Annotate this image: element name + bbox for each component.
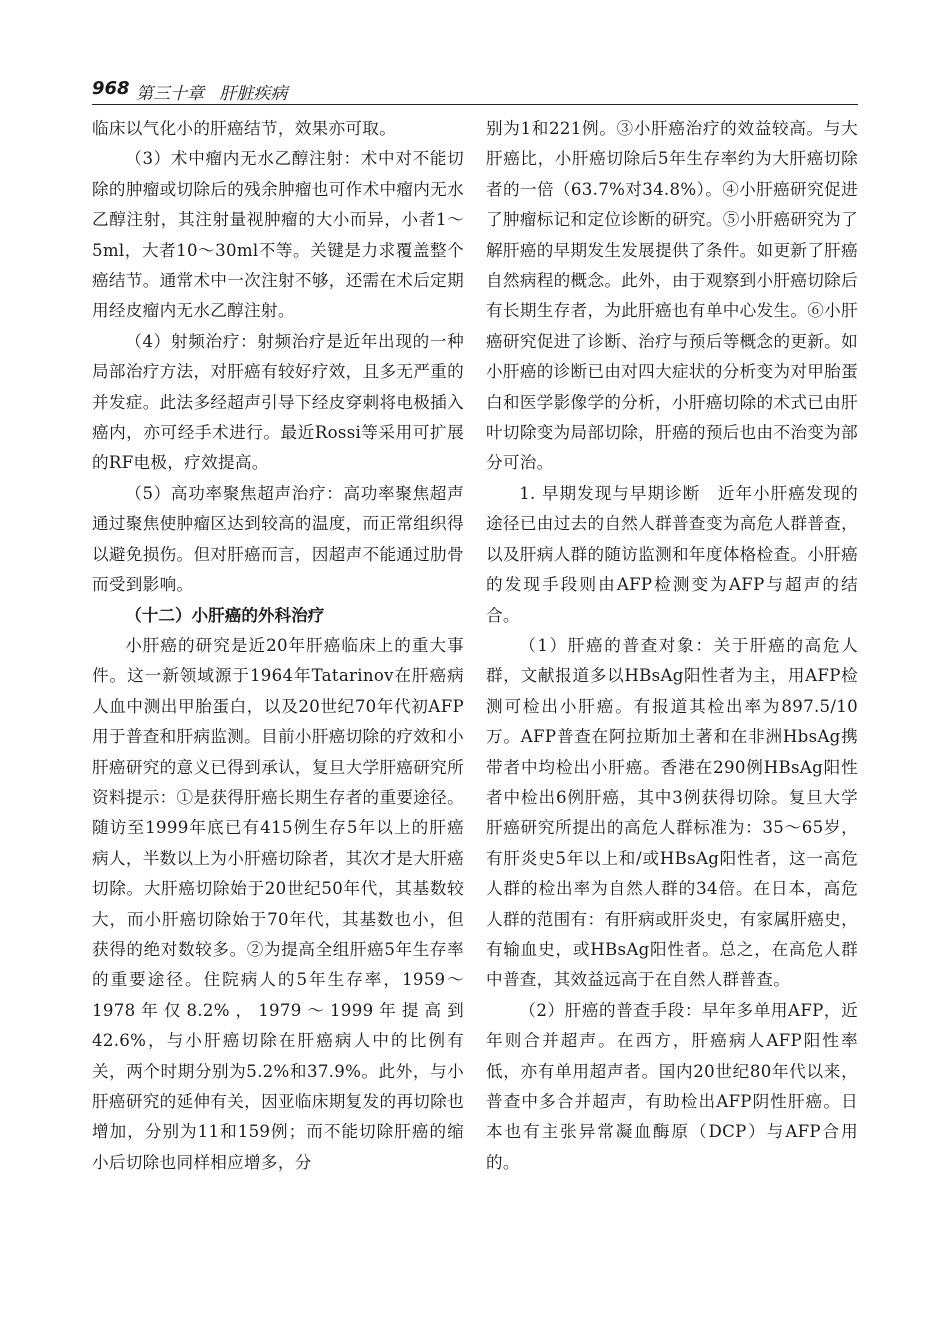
- chapter-title: 肝脏疾病: [219, 84, 288, 104]
- paragraph: 别为1和221例。③小肝癌治疗的效益较高。与大肝癌比，小肝癌切除后5年生存率约为大肝癌切除者的一倍（63.7%对34.8%）。④小肝癌研究促进了肿瘤标记和定位诊断的研究。⑤小肝癌研究为了解肝癌的早期发生发展提供了条件。如更新了肝癌自然病程的概念。此外，由于观察到小肝癌切除后有长期生存者，为此肝癌也有单中心发生。⑥小肝癌研究促进了诊断、治疗与预后等概念的更新。如小肝癌的诊断已由对四大症状的分析变为对甲胎蛋白和医学影像学的分析，小肝癌切除的术式已由肝叶切除变为局部切除，肝癌的预后也由不治变为部分可治。: [486, 119, 858, 473]
- running-header: [92, 78, 858, 105]
- paragraph: 小肝癌的研究是近20年肝癌临床上的重大事件。这一新领域源于1964年Tatarinov在肝癌病人血中测出甲胎蛋白，以及20世纪70年代初AFP用于普查和肝病监测。目前小肝癌切除的疗效和小肝癌研究的意义已得到承认，复旦大学肝癌研究所资料提示：①是获得肝癌长期生存者的重要途径。随访至1999年底已有415例生存5年以上的肝癌病人，半数以上为小肝癌切除者，其次才是大肝癌切除。大肝癌切除始于20世纪50年代，其基数较大，而小肝癌切除始于70年代，其基数也小，但获得的绝对数较多。②为提高全组肝癌5年生存率的重要途径。住院病人的5年生存率，1959～1978年仅8.2%，1979～1999年提高到42.6%，与小肝癌切除在肝癌病人中的比例有关，两个时期分别为5.2%和37.9%。此外，与小肝癌研究的延伸有关，因亚临床期复发的再切除也增加，分别为11和159例；而不能切除肝癌的缩小后切除也同样相应增多，分: [92, 635, 464, 1172]
- paragraph: （5）高功率聚焦超声治疗：高功率聚焦超声通过聚焦使肿瘤区达到较高的温度，而正常组织得以避免损伤。但对肝癌而言，因超声不能通过肋骨而受到影响。: [92, 483, 464, 595]
- section-heading: （十二）小肝癌的外科治疗: [125, 605, 325, 625]
- left-column: [92, 114, 464, 1178]
- chapter-label: [136, 79, 287, 104]
- paragraph: 临床以气化小的肝癌结节，效果亦可取。: [92, 119, 397, 138]
- paragraph: （4）射频治疗：射频治疗是近年出现的一种局部治疗方法，对肝癌有较好疗效，且多无严重的并发症。此法多经超声引导下经皮穿刺将电极插入癌内，亦可经手术进行。最近Rossi等采用可扩展的RF电极，疗效提高。: [92, 331, 464, 473]
- paragraph: 1. 早期发现与早期诊断 近年小肝癌发现的途径已由过去的自然人群普查变为高危人群普查，以及肝病人群的随访监测和年度体格检查。小肝癌的发现手段则由AFP检测变为AFP与超声的结合。: [486, 483, 858, 625]
- page-number: 968: [92, 78, 130, 99]
- chapter-number: 第三十章: [136, 84, 204, 104]
- paragraph: （1）肝癌的普查对象：关于肝癌的高危人群，文献报道多以HBsAg阳性者为主，用AFP检测可检出小肝癌。有报道其检出率为897.5/10万。AFP普查在阿拉斯加土著和在非洲HbsAg携带者中均检出小肝癌。香港在290例HBsAg阳性者中检出6例肝癌，其中3例获得切除。复旦大学肝癌研究所提出的高危人群标准为：35～65岁，有肝炎史5年以上和/或HBsAg阳性者，这一高危人群的检出率为自然人群的34倍。在日本，高危人群的范围有：有肝病或肝炎史，有家属肝癌史，有输血史，或HBsAg阳性者。总之，在高危人群中普查，其效益远高于在自然人群普查。: [486, 635, 858, 990]
- paragraph: （2）肝癌的普查手段：早年多单用AFP，近年则合并超声。在西方，肝癌病人AFP阳性率低，亦有单用超声者。国内20世纪80年代以来，普查中多合并超声，有助检出AFP阴性肝癌。日本也有主张异常凝血酶原（DCP）与AFP合用的。: [486, 1000, 858, 1172]
- right-column: [486, 114, 858, 1178]
- paragraph: （3）术中瘤内无水乙醇注射：术中对不能切除的肿瘤或切除后的残余肿瘤也可作术中瘤内无水乙醇注射，其注射量视肿瘤的大小而异，小者1～5ml，大者10～30ml不等。关键是力求覆盖整个癌结节。通常术中一次注射不够，还需在术后定期用经皮瘤内无水乙醇注射。: [92, 149, 464, 321]
